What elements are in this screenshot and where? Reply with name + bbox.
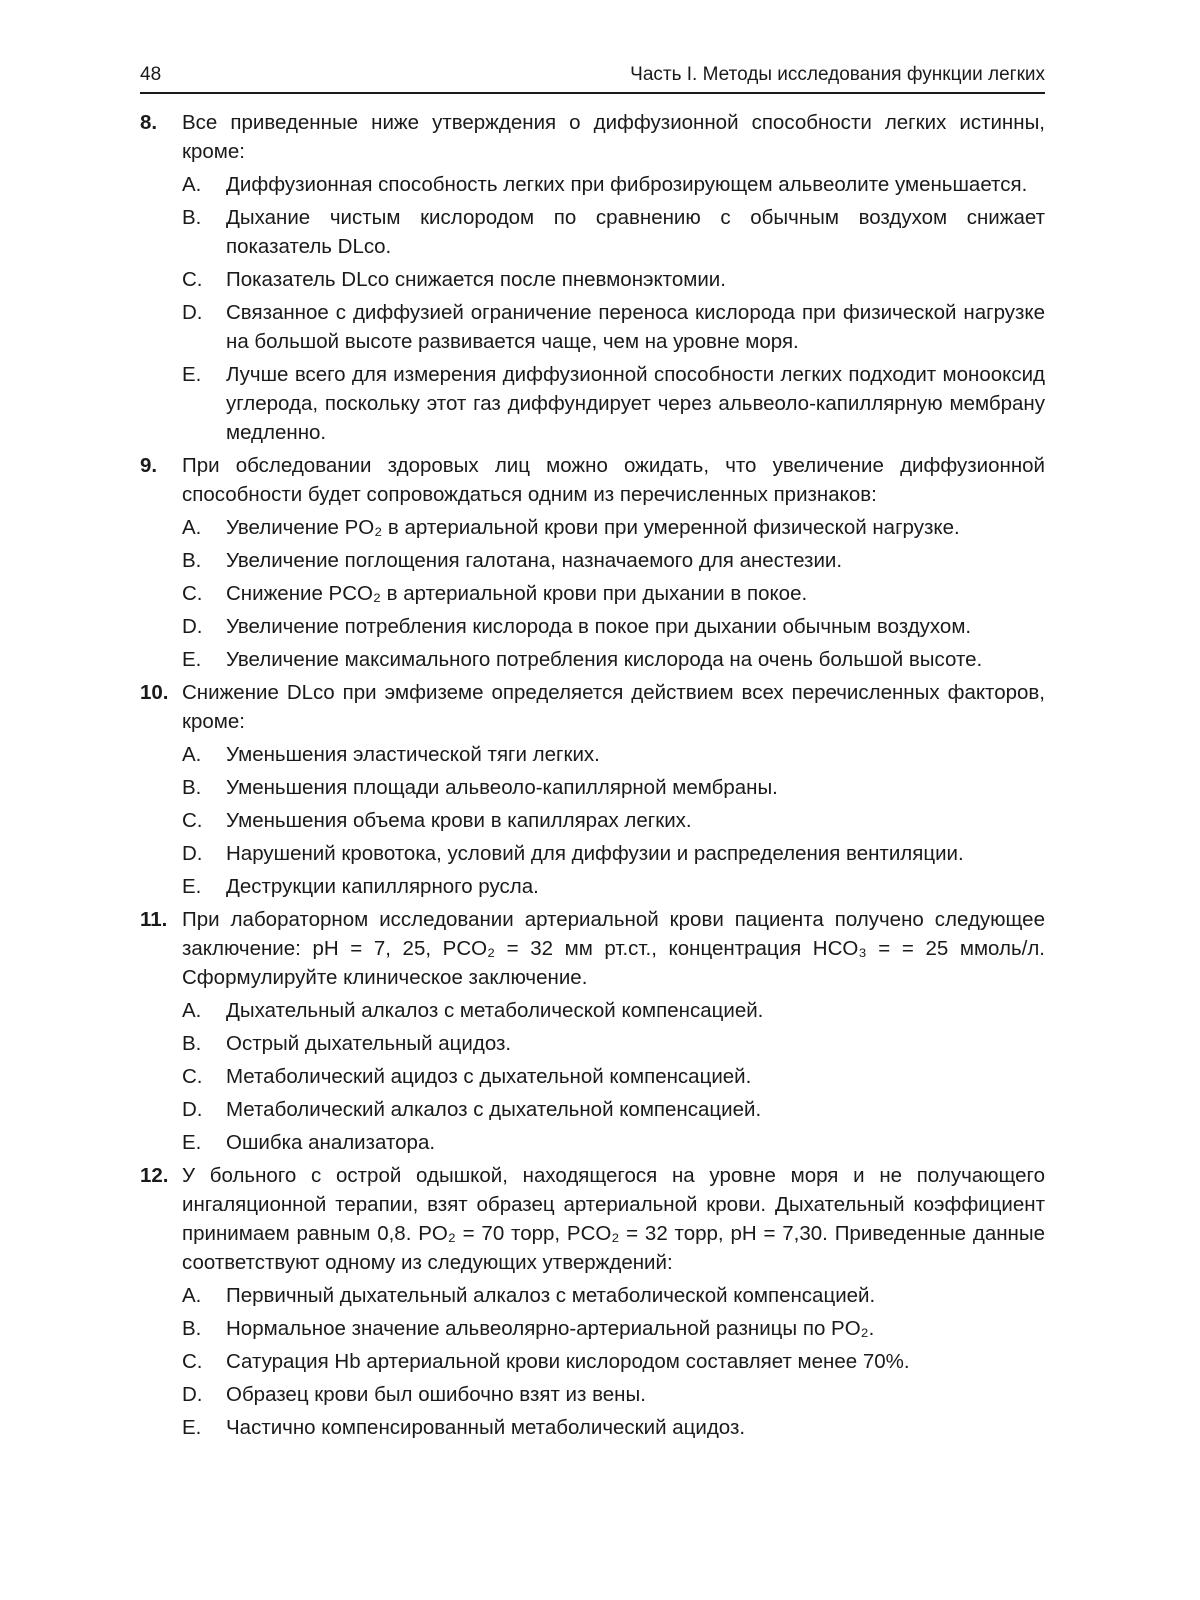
answer-option: [182, 1128, 1045, 1157]
question-body: [182, 905, 1045, 1159]
option-text: Нарушений кровотока, условий для диффузии и распределения вентиляции.: [226, 842, 964, 865]
option-letter: D.: [182, 301, 203, 324]
answer-option: [182, 1062, 1045, 1091]
question-number: 10.: [140, 681, 169, 704]
answer-options: [182, 1281, 1045, 1442]
question-list: [140, 108, 1045, 1444]
option-text: Увеличение поглощения галотана, назначаемого для анестезии.: [226, 549, 843, 572]
answer-options: [182, 513, 1045, 674]
option-letter: B.: [182, 1032, 202, 1055]
answer-option: [182, 298, 1045, 356]
answer-option: [182, 1029, 1045, 1058]
question-number: 8.: [140, 111, 158, 134]
option-letter: B.: [182, 1317, 202, 1340]
question-number: 11.: [140, 908, 168, 931]
option-text: Увеличение PO₂ в артериальной крови при умеренной физической нагрузке.: [226, 516, 960, 539]
option-letter: D.: [182, 615, 203, 638]
option-letter: A.: [182, 999, 202, 1022]
option-letter: A.: [182, 743, 202, 766]
option-letter: D.: [182, 842, 203, 865]
answer-option: [182, 806, 1045, 835]
answer-option: [182, 513, 1045, 542]
answer-option: [182, 1413, 1045, 1442]
option-text: Метаболический ацидоз с дыхательной компенсацией.: [226, 1065, 752, 1088]
answer-option: [182, 265, 1045, 294]
option-text: Деструкции капиллярного русла.: [226, 875, 539, 898]
answer-option: [182, 1380, 1045, 1409]
option-letter: E.: [182, 1416, 202, 1439]
option-text: Увеличение максимального потребления кислорода на очень большой высоте.: [226, 648, 983, 671]
option-letter: D.: [182, 1383, 203, 1406]
question-number: 12.: [140, 1164, 169, 1187]
answer-option: [182, 1347, 1045, 1376]
question-body: [182, 108, 1045, 449]
option-letter: A.: [182, 1284, 202, 1307]
answer-option: [182, 1314, 1045, 1343]
option-letter: C.: [182, 809, 203, 832]
answer-option: [182, 546, 1045, 575]
option-text: Нормальное значение альвеолярно-артериальной разницы по PO₂.: [226, 1317, 875, 1340]
question-text: При лабораторном исследовании артериальной крови пациента получено следующее заключение: pH = 7, 25, PCO₂ = 32 мм рт.ст., концентрация HCO₃ = = 25 ммоль/л. Сформулируйте клиническое заключение.: [182, 908, 1045, 989]
option-text: Связанное с диффузией ограничение переноса кислорода при физической нагрузке на большой высоте развивается чаще, чем на уровне моря.: [226, 301, 1045, 353]
answer-option: [182, 1095, 1045, 1124]
answer-options: [182, 996, 1045, 1157]
option-letter: B.: [182, 549, 202, 572]
option-letter: E.: [182, 648, 202, 671]
question-body: [182, 678, 1045, 903]
option-letter: C.: [182, 582, 203, 605]
question-body: [182, 1161, 1045, 1444]
option-text: Ошибка анализатора.: [226, 1131, 436, 1154]
answer-option: [182, 773, 1045, 802]
option-text: Увеличение потребления кислорода в покое при дыхании обычным воздухом.: [226, 615, 972, 638]
question-number: 9.: [140, 454, 158, 477]
question-11: [140, 905, 1045, 1159]
option-text: Уменьшения объема крови в капиллярах легких.: [226, 809, 692, 832]
page-header: [140, 64, 1045, 94]
option-letter: D.: [182, 1098, 203, 1121]
answer-option: [182, 839, 1045, 868]
option-text: Уменьшения эластической тяги легких.: [226, 743, 600, 766]
chapter-title: Часть I. Методы исследования функции легких: [630, 64, 1045, 85]
option-text: Снижение PCO₂ в артериальной крови при дыхании в покое.: [226, 582, 808, 605]
answer-option: [182, 203, 1045, 261]
option-text: Лучше всего для измерения диффузионной способности легких подходит монооксид углерода, поскольку этот газ диффундирует через альвеоло-капиллярную мембрану медленно.: [226, 363, 1045, 444]
option-letter: E.: [182, 875, 202, 898]
option-text: Первичный дыхательный алкалоз с метаболической компенсацией.: [226, 1284, 876, 1307]
question-text: У больного с острой одышкой, находящегося на уровне моря и не получающего ингаляционной терапии, взят образец артериальной крови. Дыхательный коэффициент принимаем равным 0,8. PO₂ = 70 торр, PCO₂ = 32 торр, pH = 7,30. Приведенные данные соответствуют одному из следующих утверждений:: [182, 1164, 1045, 1274]
answer-option: [182, 996, 1045, 1025]
answer-options: [182, 170, 1045, 447]
page-number: 48: [140, 64, 162, 85]
answer-option: [182, 170, 1045, 199]
option-text: Уменьшения площади альвеоло-капиллярной мембраны.: [226, 776, 778, 799]
answer-option: [182, 740, 1045, 769]
option-text: Дыхание чистым кислородом по сравнению с обычным воздухом снижает показатель DLco.: [226, 206, 1045, 258]
option-text: Метаболический алкалоз с дыхательной компенсацией.: [226, 1098, 762, 1121]
answer-option: [182, 645, 1045, 674]
option-text: Острый дыхательный ацидоз.: [226, 1032, 512, 1055]
option-letter: C.: [182, 1065, 203, 1088]
option-letter: E.: [182, 1131, 202, 1154]
answer-option: [182, 612, 1045, 641]
answer-option: [182, 872, 1045, 901]
option-letter: C.: [182, 268, 203, 291]
question-12: [140, 1161, 1045, 1444]
question-body: [182, 451, 1045, 676]
option-letter: E.: [182, 363, 202, 386]
option-text: Диффузионная способность легких при фиброзирующем альвеолите уменьшается.: [226, 173, 1028, 196]
question-8: [140, 108, 1045, 449]
option-text: Показатель DLco снижается после пневмонэктомии.: [226, 268, 726, 291]
answer-option: [182, 360, 1045, 447]
question-text: Все приведенные ниже утверждения о диффузионной способности легких истинны, кроме:: [182, 111, 1045, 163]
question-text: Снижение DLco при эмфиземе определяется действием всех перечисленных факторов, кроме:: [182, 681, 1045, 733]
option-letter: A.: [182, 516, 202, 539]
book-page: [140, 64, 1045, 1446]
option-letter: C.: [182, 1350, 203, 1373]
question-9: [140, 451, 1045, 676]
question-10: [140, 678, 1045, 903]
option-text: Образец крови был ошибочно взят из вены.: [226, 1383, 646, 1406]
option-letter: A.: [182, 173, 202, 196]
option-text: Частично компенсированный метаболический ацидоз.: [226, 1416, 746, 1439]
option-text: Дыхательный алкалоз с метаболической компенсацией.: [226, 999, 764, 1022]
option-letter: B.: [182, 776, 202, 799]
option-letter: B.: [182, 206, 202, 229]
answer-options: [182, 740, 1045, 901]
question-text: При обследовании здоровых лиц можно ожидать, что увеличение диффузионной способности будет сопровождаться одним из перечисленных признаков:: [182, 454, 1045, 506]
answer-option: [182, 579, 1045, 608]
option-text: Сатурация Hb артериальной крови кислородом составляет менее 70%.: [226, 1350, 910, 1373]
answer-option: [182, 1281, 1045, 1310]
